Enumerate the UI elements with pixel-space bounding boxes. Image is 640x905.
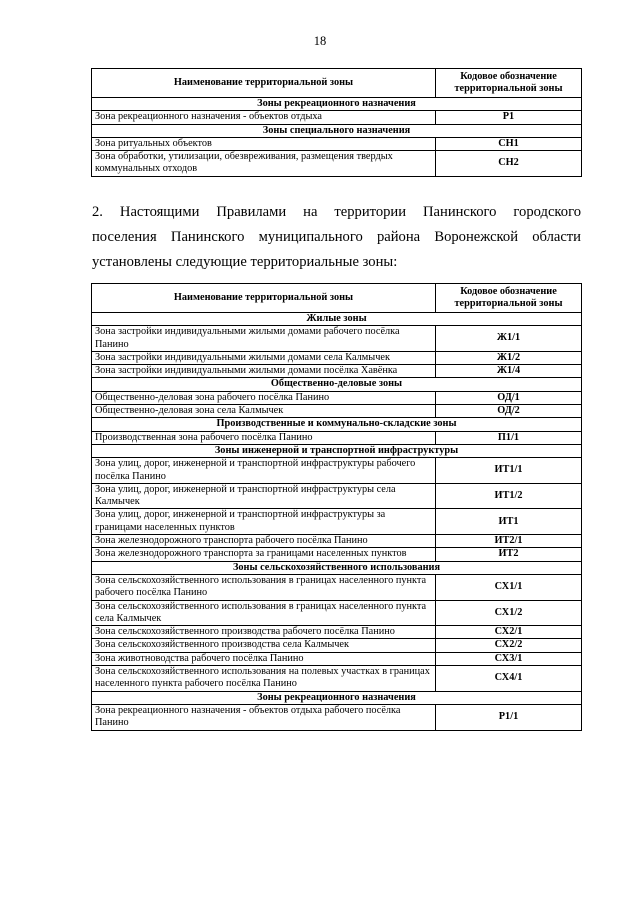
- table-row: [92, 574, 582, 600]
- zone-code: СХ1/1: [436, 574, 582, 600]
- zone-code: ИТ1/2: [436, 483, 582, 509]
- zone-code: СХ4/1: [436, 666, 582, 692]
- table-header-row: [92, 69, 582, 98]
- zone-code: СН2: [436, 151, 582, 177]
- zone-name: Зона животноводства рабочего посёлка Панино: [92, 652, 436, 665]
- paragraph-line: поселения Панинского муниципального района Воронежской области: [92, 229, 581, 245]
- zone-name: Зона сельскохозяйственного использования на полевых участках в границах населенного пункта рабочего посёлка Панино: [92, 666, 436, 692]
- section-row: [92, 378, 582, 391]
- zone-name: Общественно-деловая зона рабочего посёлка Панино: [92, 391, 436, 404]
- table-row: [92, 600, 582, 626]
- zone-code: ИТ2: [436, 548, 582, 561]
- table-row: [92, 639, 582, 652]
- table-row: [92, 405, 582, 418]
- table-row: [92, 483, 582, 509]
- zone-code: Ж1/4: [436, 365, 582, 378]
- section-row: [92, 124, 582, 137]
- section-row: [92, 313, 582, 326]
- zone-code: Р1/1: [436, 704, 582, 730]
- table-row: [92, 509, 582, 535]
- zone-name: Зона улиц, дорог, инженерной и транспортной инфраструктуры за границами населенных пунктов: [92, 509, 436, 535]
- section-title: Общественно-деловые зоны: [92, 378, 582, 391]
- zone-name: Зона сельскохозяйственного использования в границах населенного пункта села Калмычек: [92, 600, 436, 626]
- paragraph-line: 2. Настоящими Правилами на территории Панинского городского: [92, 204, 581, 220]
- section-title: Жилые зоны: [92, 313, 582, 326]
- zone-code: СХ3/1: [436, 652, 582, 665]
- section-row: [92, 418, 582, 431]
- table-row: [92, 666, 582, 692]
- section-title: Зоны рекреационного назначения: [92, 691, 582, 704]
- table-row: [92, 626, 582, 639]
- zone-code: ОД/2: [436, 405, 582, 418]
- paragraph-line: установлены следующие территориальные зоны:: [92, 254, 398, 270]
- zone-name: Зона застройки индивидуальными жилыми домами посёлка Хавёнка: [92, 365, 436, 378]
- zone-code: Ж1/1: [436, 326, 582, 352]
- zone-name: Зона рекреационного назначения - объектов отдыха: [92, 111, 436, 124]
- zone-code: СХ2/1: [436, 626, 582, 639]
- zone-name: Зона рекреационного назначения - объектов отдыха рабочего посёлка Панино: [92, 704, 436, 730]
- table-row: [92, 111, 582, 124]
- zone-name: Зона сельскохозяйственного производства рабочего посёлка Панино: [92, 626, 436, 639]
- zone-name: Зона железнодорожного транспорта рабочего посёлка Панино: [92, 535, 436, 548]
- body-paragraph: [92, 200, 581, 275]
- zone-code: Ж1/2: [436, 351, 582, 364]
- zone-name: Зона улиц, дорог, инженерной и транспортной инфраструктуры села Калмычек: [92, 483, 436, 509]
- zone-code: П1/1: [436, 431, 582, 444]
- zone-name: Зона сельскохозяйственного производства села Калмычек: [92, 639, 436, 652]
- zone-code: ИТ2/1: [436, 535, 582, 548]
- section-title: Зоны специального назначения: [92, 124, 582, 137]
- table-row: [92, 704, 582, 730]
- table-row: [92, 431, 582, 444]
- zone-code: Р1: [436, 111, 582, 124]
- zone-name: Зона ритуальных объектов: [92, 137, 436, 150]
- table-row: [92, 365, 582, 378]
- zone-code: ИТ1/1: [436, 458, 582, 484]
- zone-code: СХ1/2: [436, 600, 582, 626]
- table-row: [92, 351, 582, 364]
- zone-name: Общественно-деловая зона села Калмычек: [92, 405, 436, 418]
- table-row: [92, 548, 582, 561]
- section-title: Зоны рекреационного назначения: [92, 98, 582, 111]
- column-header-code: Кодовое обозначение территориальной зоны: [436, 284, 582, 313]
- table-row: [92, 535, 582, 548]
- table-row: [92, 391, 582, 404]
- zone-name: Зона железнодорожного транспорта за границами населенных пунктов: [92, 548, 436, 561]
- zone-name: Зона застройки индивидуальными жилыми домами рабочего посёлка Панино: [92, 326, 436, 352]
- section-row: [92, 691, 582, 704]
- table-row: [92, 652, 582, 665]
- zone-code: ОД/1: [436, 391, 582, 404]
- zone-name: Зона обработки, утилизации, обезвреживания, размещения твердых коммунальных отходов: [92, 151, 436, 177]
- section-title: Зоны инженерной и транспортной инфраструктуры: [92, 444, 582, 457]
- table-row: [92, 137, 582, 150]
- zones-table-1: [91, 68, 582, 177]
- section-row: [92, 98, 582, 111]
- section-row: [92, 444, 582, 457]
- zone-name: Зона сельскохозяйственного использования в границах населенного пункта рабочего посёлка Панино: [92, 574, 436, 600]
- column-header-code: Кодовое обозначение территориальной зоны: [436, 69, 582, 98]
- section-row: [92, 561, 582, 574]
- table-row: [92, 151, 582, 177]
- page-number: 18: [313, 34, 327, 48]
- zone-code: СХ2/2: [436, 639, 582, 652]
- table-header-row: [92, 284, 582, 313]
- zone-code: ИТ1: [436, 509, 582, 535]
- table-row: [92, 458, 582, 484]
- zone-name: Производственная зона рабочего посёлка Панино: [92, 431, 436, 444]
- zones-table-2: [91, 283, 582, 731]
- zone-code: СН1: [436, 137, 582, 150]
- zone-name: Зона застройки индивидуальными жилыми домами села Калмычек: [92, 351, 436, 364]
- column-header-name: Наименование территориальной зоны: [92, 69, 436, 98]
- zone-name: Зона улиц, дорог, инженерной и транспортной инфраструктуры рабочего посёлка Панино: [92, 458, 436, 484]
- section-title: Зоны сельскохозяйственного использования: [92, 561, 582, 574]
- table-row: [92, 326, 582, 352]
- column-header-name: Наименование территориальной зоны: [92, 284, 436, 313]
- section-title: Производственные и коммунально-складские зоны: [92, 418, 582, 431]
